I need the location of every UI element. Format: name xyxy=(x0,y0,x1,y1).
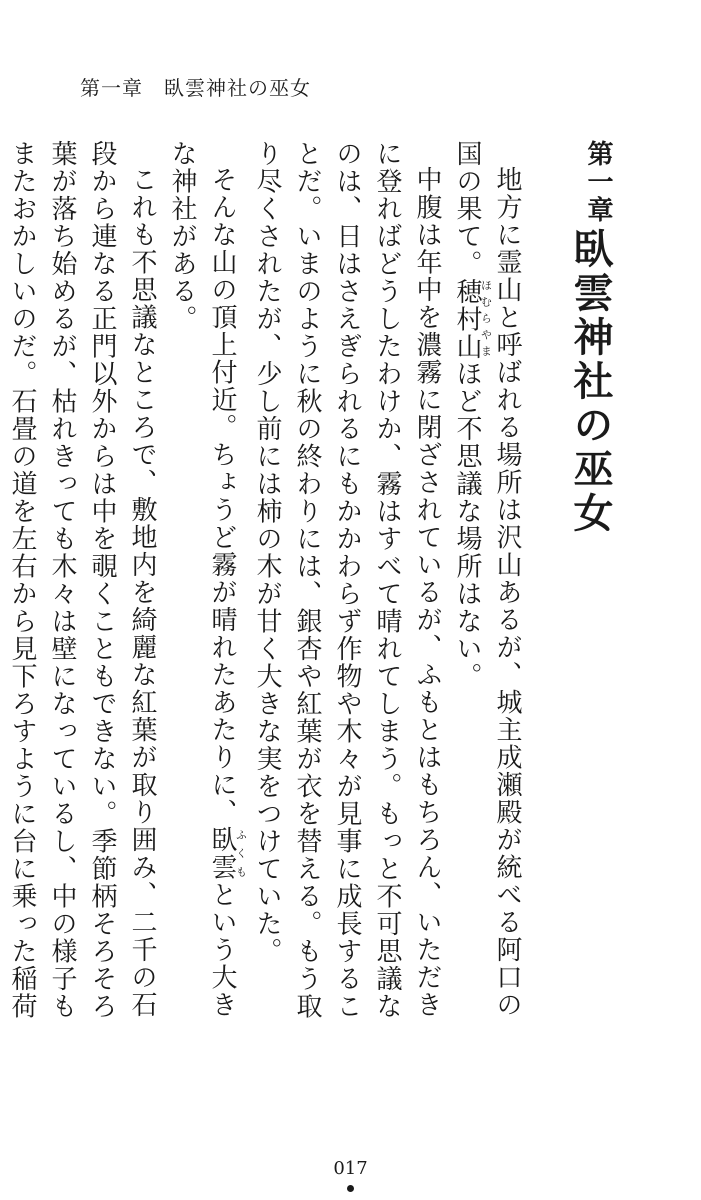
running-head: 第一章 臥雲神社の巫女 xyxy=(80,76,311,100)
paragraph-3: そんな山の頂上付近。ちょうど霧が晴れたあたりに、臥雲ふくもという大きな神社がある。 xyxy=(167,140,248,1019)
body-text xyxy=(0,140,527,1020)
paragraph-2: 中腹は年中を濃霧に閉ざされているが、ふもとはもちろん、いただきに登ればどうしたわけか、霧はすべて晴れてしまう。もっと不可思議なのは、日はさえぎられるにもかかわらず作物や木々が見事に成長することだ。いまのように秋の終わりには、銀杏や紅葉が衣を替える。もう取り尽くされたが、少し前には柿の木が甘く大きな実をつけていた。 xyxy=(252,140,442,1020)
chapter-title: 臥雲神社の巫女 xyxy=(567,228,613,536)
page-marker-dot xyxy=(347,1185,354,1192)
paragraph-4: これも不思議なところで、敷地内を綺麗な紅葉が取り囲み、二千の石段から連なる正門以外からは中を覗くこともできない。季節柄そろそろ葉が落ち始めるが、枯れきっても木々は壁になっているし、中の様子もまたおかしいのだ。石畳の道を左右から見下ろすように台に乗った稲荷 xyxy=(7,140,157,1020)
paragraph-1: 地方に霊山と呼ばれる場所は沢山あるが、城主成瀬殿が統べる阿口の国の果て。穂村山ほむらやまほど不思議な場所はない。 xyxy=(452,140,522,1019)
page-number: 017 xyxy=(333,1158,368,1179)
chapter-number: 第一章 xyxy=(583,140,613,224)
ruby-homurayama: 穂村山ほむらやま xyxy=(452,277,493,360)
ruby-fukumo: 臥雲ふくも xyxy=(207,826,248,881)
